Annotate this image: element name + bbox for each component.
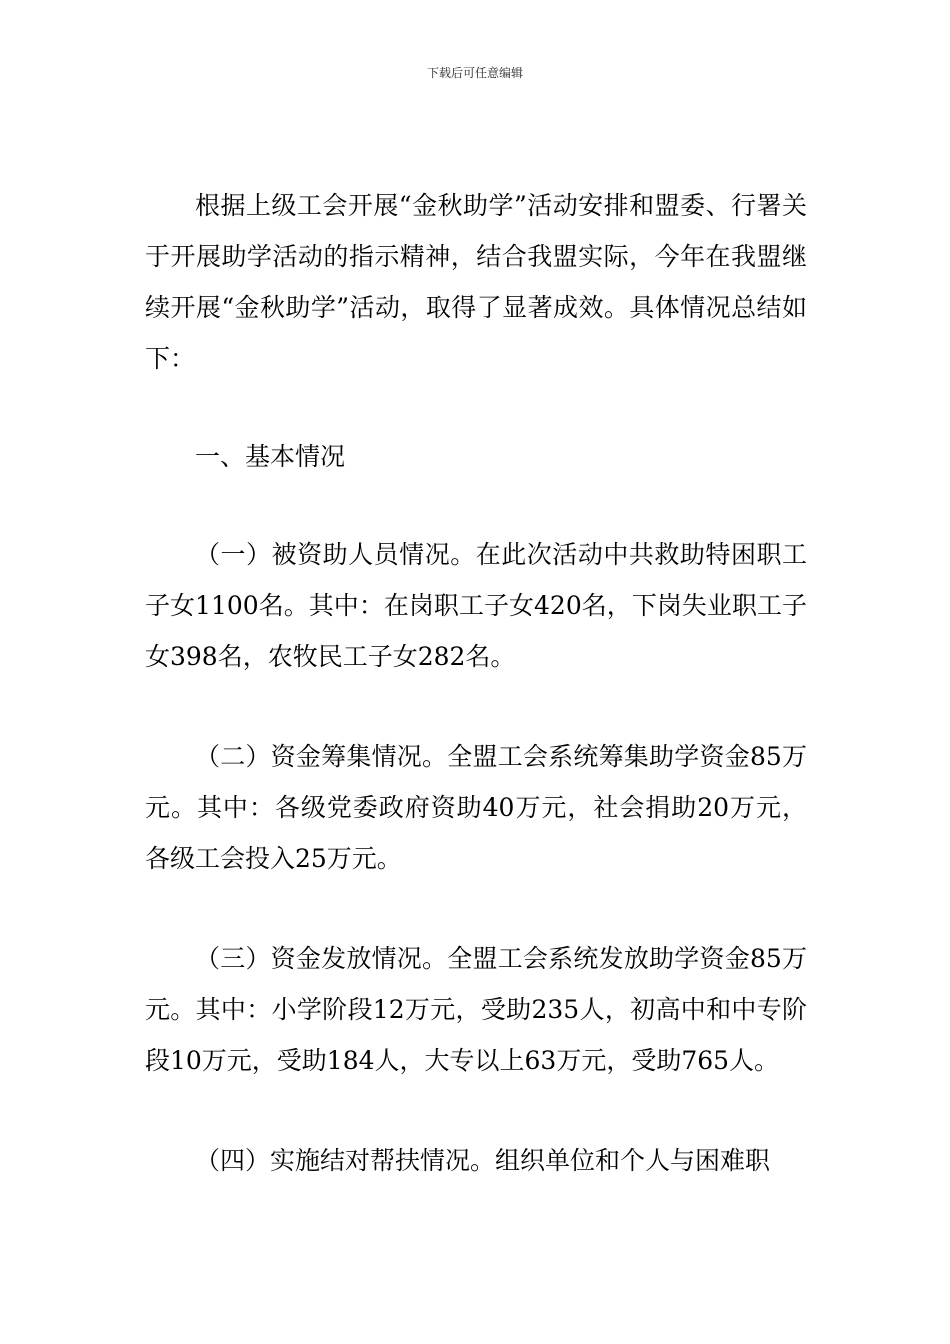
document-body xyxy=(145,180,807,1186)
section-heading: 一、基本情况 xyxy=(195,442,346,471)
intro-paragraph: 根据上级工会开展“金秋助学”活动安排和盟委、行署关于开展助学活动的指示精神，结合我盟实际，今年在我盟继续开展“金秋助学”活动，取得了显著成效。具体情况总结如下： xyxy=(145,191,807,373)
page-header: 下载后可任意编辑 xyxy=(426,66,523,80)
paragraph-4: （四）实施结对帮扶情况。组织单位和个人与困难职 xyxy=(195,1146,771,1175)
paragraph-2: （二）资金筹集情况。全盟工会系统筹集助学资金85万元。其中：各级党委政府资助40万元，社会捐助20万元，各级工会投入25万元。 xyxy=(145,742,807,873)
paragraph-3: （三）资金发放情况。全盟工会系统发放助学资金85万元。其中：小学阶段12万元，受助235人，初高中和中专阶段10万元，受助184人，大专以上63万元，受助765人。 xyxy=(145,944,807,1075)
paragraph-1: （一）被资助人员情况。在此次活动中共救助特困职工子女1100名。其中：在岗职工子女420名，下岗失业职工子女398名，农牧民工子女282名。 xyxy=(145,540,807,671)
